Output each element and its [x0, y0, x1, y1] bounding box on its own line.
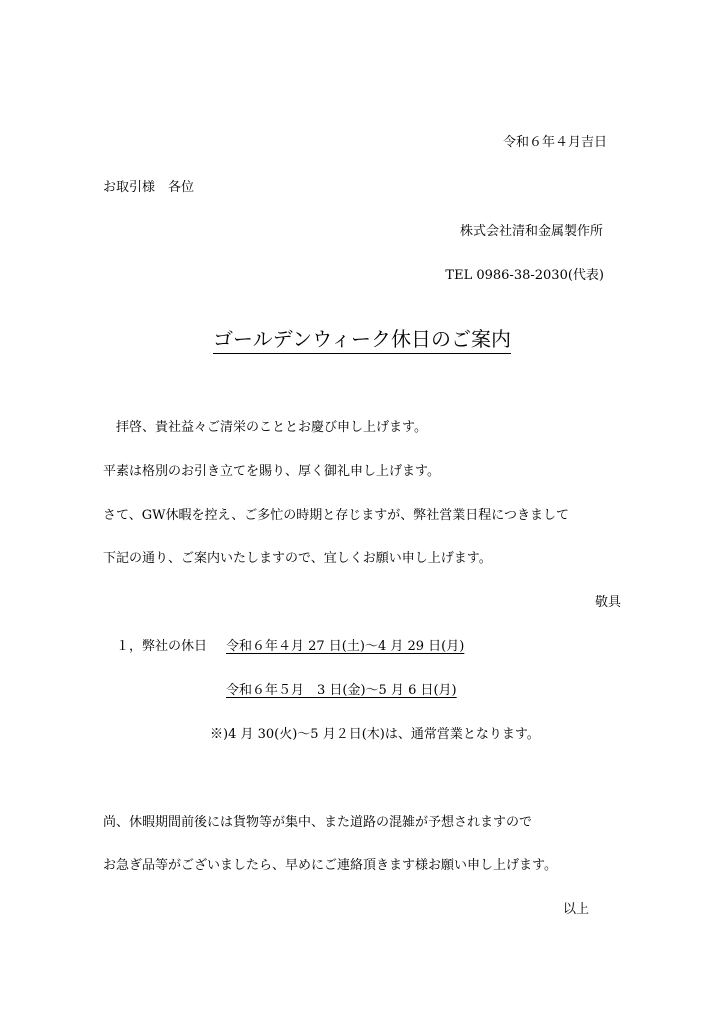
business-day-note: ※)4 月 30(火)～5 月２日(木)は、通常営業となります。 — [210, 727, 540, 742]
closing-ijou: 以上 — [562, 902, 589, 917]
holiday-period-2: 令和６年５月 3 日(金)～5 月 6 日(月) — [226, 683, 457, 698]
notice-paragraph-1: さて、GW休暇を控え、ご多忙の時期と存じますが、弊社営業日程につきまして — [103, 508, 570, 523]
recipient: お取引様 各位 — [103, 180, 195, 195]
notice-paragraph-2: 下記の通り、ご案内いたしますので、宜しくお願い申し上げます。 — [103, 551, 492, 566]
urgent-request: お急ぎ品等がございましたら、早めにご連絡頂きます様お願い申し上げます。 — [103, 858, 557, 873]
holiday-period-1: 令和６年４月 27 日(土)～4 月 29 日(月) — [226, 639, 465, 654]
congestion-notice: 尚、休暇期間前後には貨物等が集中、また道路の混雑が予想されますので — [103, 815, 533, 830]
company-phone: TEL 0986-38-2030(代表) — [445, 268, 604, 283]
company-name: 株式会社清和金属製作所 — [459, 224, 603, 239]
document-title-text: ゴールデンウィーク休日のご案内 — [213, 326, 511, 354]
greeting-paragraph: 拝啓、貴社益々ご清栄のこととお慶び申し上げます。 — [116, 420, 427, 435]
thanks-paragraph: 平素は格別のお引き立てを賜り、厚く御礼申し上げます。 — [103, 464, 440, 479]
document-date: 令和６年４月吉日 — [502, 135, 607, 150]
closing-keigu: 敬具 — [594, 595, 621, 610]
document-title — [0, 326, 724, 354]
holiday-label: １，弊社の休日 — [116, 639, 208, 654]
